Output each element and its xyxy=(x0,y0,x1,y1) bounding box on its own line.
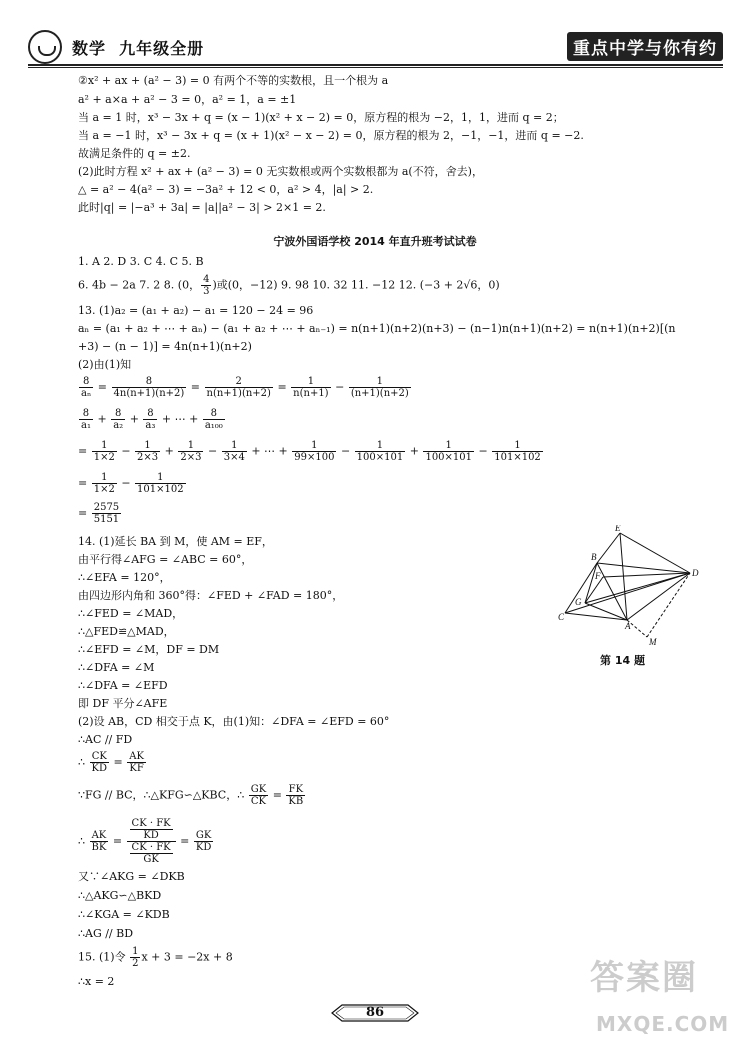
answers-line: 6. 4b − 2a 7. 2 8. (0， $\frac{4}{3}$ )或(0，−12) 9. 98 10. 32 11. −12 12. (−3 + 2√6，0) xyxy=(78,274,500,297)
equation-line: 15. (1)令 $\frac{1}{2}$ x + 3 = −2x + 8 xyxy=(78,946,233,969)
point-label: A xyxy=(625,621,631,631)
page-number: 86 xyxy=(365,1005,385,1020)
point-label: B xyxy=(591,552,597,562)
equation-line: $\frac{8}{\text{a₁}}$ + $\frac{8}{\text{a₂}}$ + $\frac{8}{\text{a₃}}$ + ⋯ + $\frac{8}{\text{a₁₀₀}}$ xyxy=(81,408,223,431)
text-line: 又∵∠AKG = ∠DKB xyxy=(78,870,185,883)
text-line: 由四边形内角和 360°得：∠FED + ∠FAD = 180°， xyxy=(78,589,344,602)
text-line: 由平行得∠AFG = ∠ABC = 60°， xyxy=(78,553,253,566)
header-rule xyxy=(28,64,723,66)
text-line: ∴AG // BD xyxy=(78,927,134,940)
point-label: G xyxy=(575,597,582,607)
text-line: 此时|q| = |−a³ + 3a| = |a||a² − 3| > 2×1 = 2. xyxy=(78,201,326,214)
equation-line: = $\frac{2575}{5151}$ xyxy=(78,502,120,525)
point-label: E xyxy=(615,525,621,533)
logo-icon xyxy=(28,30,62,64)
text-line: 当 a = −1 时，x³ − 3x + q = (x + 1)(x² − x − 2) = 0，原方程的根为 2，−1，−1，进而 q = −2. xyxy=(78,129,584,142)
text-line: 13. (1)a₂ = (a₁ + a₂) − a₁ = 120 − 24 = 96 xyxy=(78,304,314,317)
text-line: ∴∠DFA = ∠M xyxy=(78,661,155,674)
equation-line: = $\frac{1}{1\times 2}$ − $\frac{1}{2\times 3}$ + $\frac{1}{2\times 3}$ − $\frac{1}{3\times 4}$ + ⋯ + $\frac{1}{99\times 100}$ − $\frac{1}{100\times 101}$ + $\frac{1}{100\times 101}$ − $\frac{1}{101\times 102}$ xyxy=(78,440,541,463)
text-line: ②x² + ax + (a² − 3) = 0 有两个不等的实数根，且一个根为 a xyxy=(78,74,389,87)
text-line: (2)设 AB，CD 相交于点 K，由(1)知：∠DFA = ∠EFD = 60° xyxy=(78,715,390,728)
point-label: F xyxy=(595,571,601,581)
section-title: 宁波外国语学校 2014 年直升班考试试卷 xyxy=(273,235,477,248)
text-line: 当 a = 1 时，x³ − 3x + q = (x − 1)(x² + x − 2) = 0，原方程的根为 −2，1，1，进而 q = 2； xyxy=(78,111,564,124)
page-number-banner xyxy=(330,1002,420,1024)
compound-fraction: $\frac{\frac{CK \cdot FK}{KD}}{\frac{CK \cdot FK}{GK}}$ xyxy=(127,818,176,865)
text-line: ∴∠FED = ∠MAD， xyxy=(78,607,184,620)
equation-line: $\frac{8}{\text{aₙ}}$ = $\frac{8}{4n(n+1)(n+2)}$ = $\frac{2}{n(n+1)(n+2)}$ = $\frac{1}{n(n+1)}$ − $\frac{1}{(n+1)(n+2)}$ xyxy=(81,376,409,399)
equation-line: ∵FG // BC，∴△KFG∽△KBC，∴ $\frac{GK}{CK}$ = $\frac{FK}{KB}$ xyxy=(78,784,304,807)
point-label: M xyxy=(649,637,657,647)
watermark: 答案圈 MXQE.COM xyxy=(590,958,730,1036)
header-subject: 数学 九年级全册 xyxy=(72,39,205,58)
text-line: ∴∠EFA = 120°， xyxy=(78,571,171,584)
geometry-figure xyxy=(555,525,715,650)
text-line: ∴△FED≌△MAD， xyxy=(78,625,175,638)
text-line: a² + a×a + a² − 3 = 0，a² = 1，a = ±1 xyxy=(78,93,297,106)
text-line: 故满足条件的 q = ±2. xyxy=(78,147,191,160)
text-line: 14. (1)延长 BA 到 M，使 AM = EF， xyxy=(78,535,273,548)
text-line: ∴x = 2 xyxy=(78,975,115,988)
equation-line: ∴ $\frac{CK}{KD}$ = $\frac{AK}{KF}$ xyxy=(78,751,144,774)
text-line: aₙ = (a₁ + a₂ + ⋯ + aₙ) − (a₁ + a₂ + ⋯ + aₙ₋₁) = n(n+1)(n+2)(n+3) − (n−1)n(n+1)(n+2) = n(n+1)(n+2)[(n xyxy=(78,322,676,335)
point-label: D xyxy=(692,568,699,578)
equation-line: ∴ $\frac{AK}{BK}$ = $\frac{\frac{CK \cdot FK}{KD}}{\frac{CK \cdot FK}{GK}}$ = $\frac{GK}{KD}$ xyxy=(78,818,212,865)
page-header xyxy=(28,30,723,64)
text-line: (2)此时方程 x² + ax + (a² − 3) = 0 无实数根或两个实数根都为 a(不符，舍去)， xyxy=(78,165,483,178)
text-line: ∴∠DFA = ∠EFD xyxy=(78,679,168,692)
text-line: 即 DF 平分∠AFE xyxy=(78,697,168,710)
text-line: +3) − (n − 1)] = 4n(n+1)(n+2) xyxy=(78,340,252,353)
text-line: (2)由(1)知 xyxy=(78,358,132,371)
point-label: C xyxy=(558,612,565,622)
text-line: ∴AC // FD xyxy=(78,733,133,746)
figure-caption: 第 14 题 xyxy=(600,654,645,667)
answers-line: 1. A 2. D 3. C 4. C 5. B xyxy=(78,255,204,268)
text-line: ∴∠KGA = ∠KDB xyxy=(78,908,170,921)
text-line: △ = a² − 4(a² − 3) = −3a² + 12 < 0，a² > 4，|a| > 2. xyxy=(78,183,374,196)
text-line: ∴△AKG∽△BKD xyxy=(78,889,162,902)
text-line: ∴∠EFD = ∠M，DF = DM xyxy=(78,643,220,656)
fraction: $\frac{4}{3}$ xyxy=(203,274,210,297)
header-rule-thin xyxy=(28,67,723,68)
header-brand: 重点中学与你有约 xyxy=(567,32,723,61)
equation-line: = $\frac{1}{1\times 2}$ − $\frac{1}{101\times 102}$ xyxy=(78,472,184,495)
